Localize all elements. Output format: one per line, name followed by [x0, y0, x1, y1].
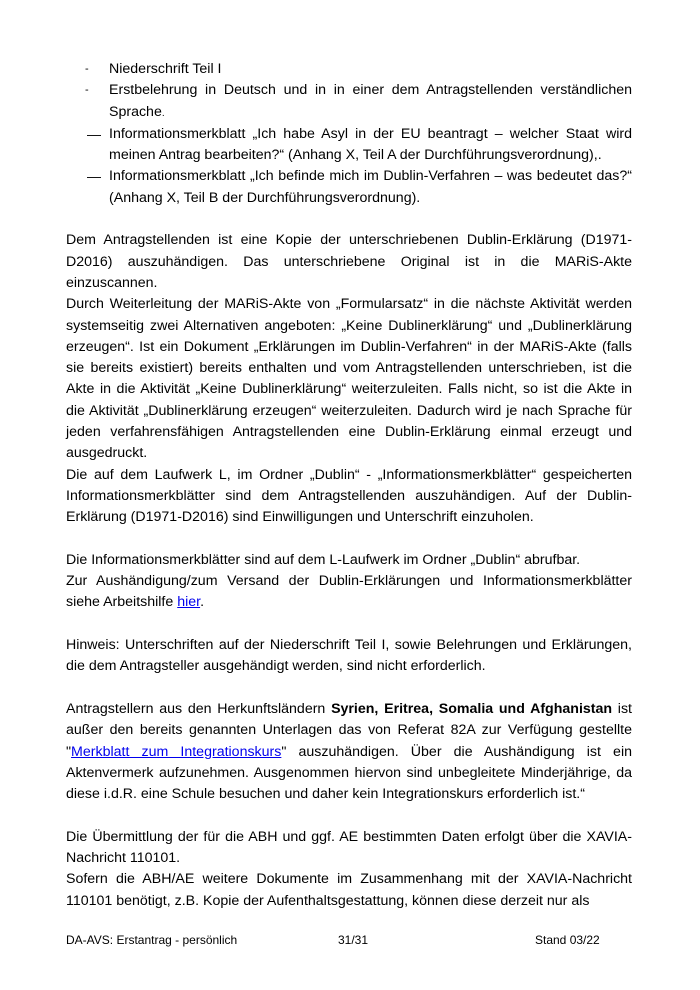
paragraph-maris-forwarding: Durch Weiterleitung der MARiS-Akte von „Formularsatz“ in die nächste Aktivität werden systemseitig zwei Alternativen angeboten: „Keine Dublinerklärung“ und „Dublinerklärung erzeugen“. Ist ein Dokument „Erklärungen im Dublin-Verfahren“ in der MARiS-Akte (falls sie bereits existiert) bereits enthalten und vom Antragstellenden unterschrieben, ist die Akte in die Aktivität „Keine Dublinerklärung“ weiterzuleiten. Falls nicht, so ist die Akte in die Aktivität „Dublinerklärung erzeugen“ weiterzuleiten. Dadurch wird je nach Sprache für jeden verfahrensfähigen Antragstellenden eine Dublin-Erklärung einmal erzeugt und ausgedruckt. [66, 296, 632, 462]
dash-marker: — [87, 125, 100, 142]
paragraph-text: . [200, 594, 205, 611]
bullet-marker: - [85, 63, 89, 75]
paragraph-xavia-documents: Sofern die ABH/AE weitere Dokumente im Zusammenhang mit der XAVIA-Nachricht 110101 benötigt, z.B. Kopie der Aufenthaltsgestattung, können diese derzeit nur als [66, 871, 632, 909]
paragraph-xavia: Die Übermittlung der für die ABH und ggf. AE bestimmten Daten erfolgt über die XAVIA-Nachricht 110101. [66, 828, 632, 866]
paragraph-text: " auszuhändigen. Über die Aushändigung ist ein Aktenvermerk aufzunehmen. Ausgenommen hiervon sind unbegleitete Minderjährige, da diese i.d.R. eine Schule besuchen und daher kein Integrationskurs erforderlich ist.“ [66, 743, 632, 803]
footer-document-title: DA-AVS: Erstantrag - persönlich [66, 933, 238, 947]
paragraph-copy-dublin: Dem Antragstellenden ist eine Kopie der unterschriebenen Dublin-Erklärung (D1971-D2016) auszuhändigen. Das unterschriebene Original ist in die MARiS-Akte einzuscannen. [66, 232, 632, 291]
countries-bold: Syrien, Eritrea, Somalia und Afghanistan [331, 700, 613, 717]
paragraph-handout [66, 571, 632, 614]
integration-leaflet-link[interactable]: Merkblatt zum Integrationskurs [71, 743, 282, 760]
bullet-list [66, 59, 632, 209]
list-item [66, 59, 632, 80]
paragraph-info-sheets: Die auf dem Laufwerk L, im Ordner „Dublin“ - „Informationsmerkblätter“ gespeicherten Informationsmerkblätter sind dem Antragstellenden auszuhändigen. Auf der Dublin-Erklärung (D1971-D2016) sind Einwilligungen und Unterschrift einzuholen. [66, 466, 632, 526]
paragraph-text: Zur Aushändigung/zum Versand der Dublin-Erklärungen und Informationsmerkblätter siehe Arbeitshilfe [66, 573, 632, 611]
list-item-text: Erstbelehrung in Deutsch und in in einer dem Antragstellenden verständlichen Sprache [109, 82, 632, 120]
paragraph-text: Antragstellern aus den Herkunftsländern [66, 700, 332, 717]
bullet-marker: - [85, 84, 89, 97]
list-item-text: Informationsmerkblatt „Ich habe Asyl in der EU beantragt – welcher Staat wird meinen Antrag bearbeiten?“ (Anhang X, Teil A der Durchführungsverordnung),. [109, 125, 632, 164]
document-body [66, 59, 632, 912]
paragraph-hint: Hinweis: Unterschriften auf der Niederschrift Teil I, sowie Belehrungen und Erklärungen, die dem Antragsteller ausgehändigt werden, sind nicht erforderlich. [66, 637, 632, 675]
list-item [66, 124, 632, 167]
footer-page-number: 31/31 [338, 933, 369, 947]
hier-link[interactable]: hier [177, 594, 201, 611]
list-item-text: Informationsmerkblatt „Ich befinde mich im Dublin-Verfahren – was bedeutet das?“ (Anhang X, Teil B der Durchführungsverordnung). [109, 168, 632, 206]
list-item [66, 166, 632, 209]
footer-status-date: Stand 03/22 [535, 933, 600, 947]
dash-marker: — [87, 168, 100, 185]
paragraph-l-drive: Die Informationsmerkblätter sind auf dem L-Laufwerk im Ordner „Dublin“ abrufbar. [66, 551, 581, 568]
paragraph-text: ist außer den bereits genannten Unterlagen das von Referat 82A zur Verfügung gestellte " [66, 700, 632, 760]
list-item-suffix: . [161, 107, 165, 119]
list-item [66, 80, 632, 124]
paragraph-integration [66, 699, 632, 805]
list-item-text: Niederschrift Teil I [109, 61, 222, 77]
